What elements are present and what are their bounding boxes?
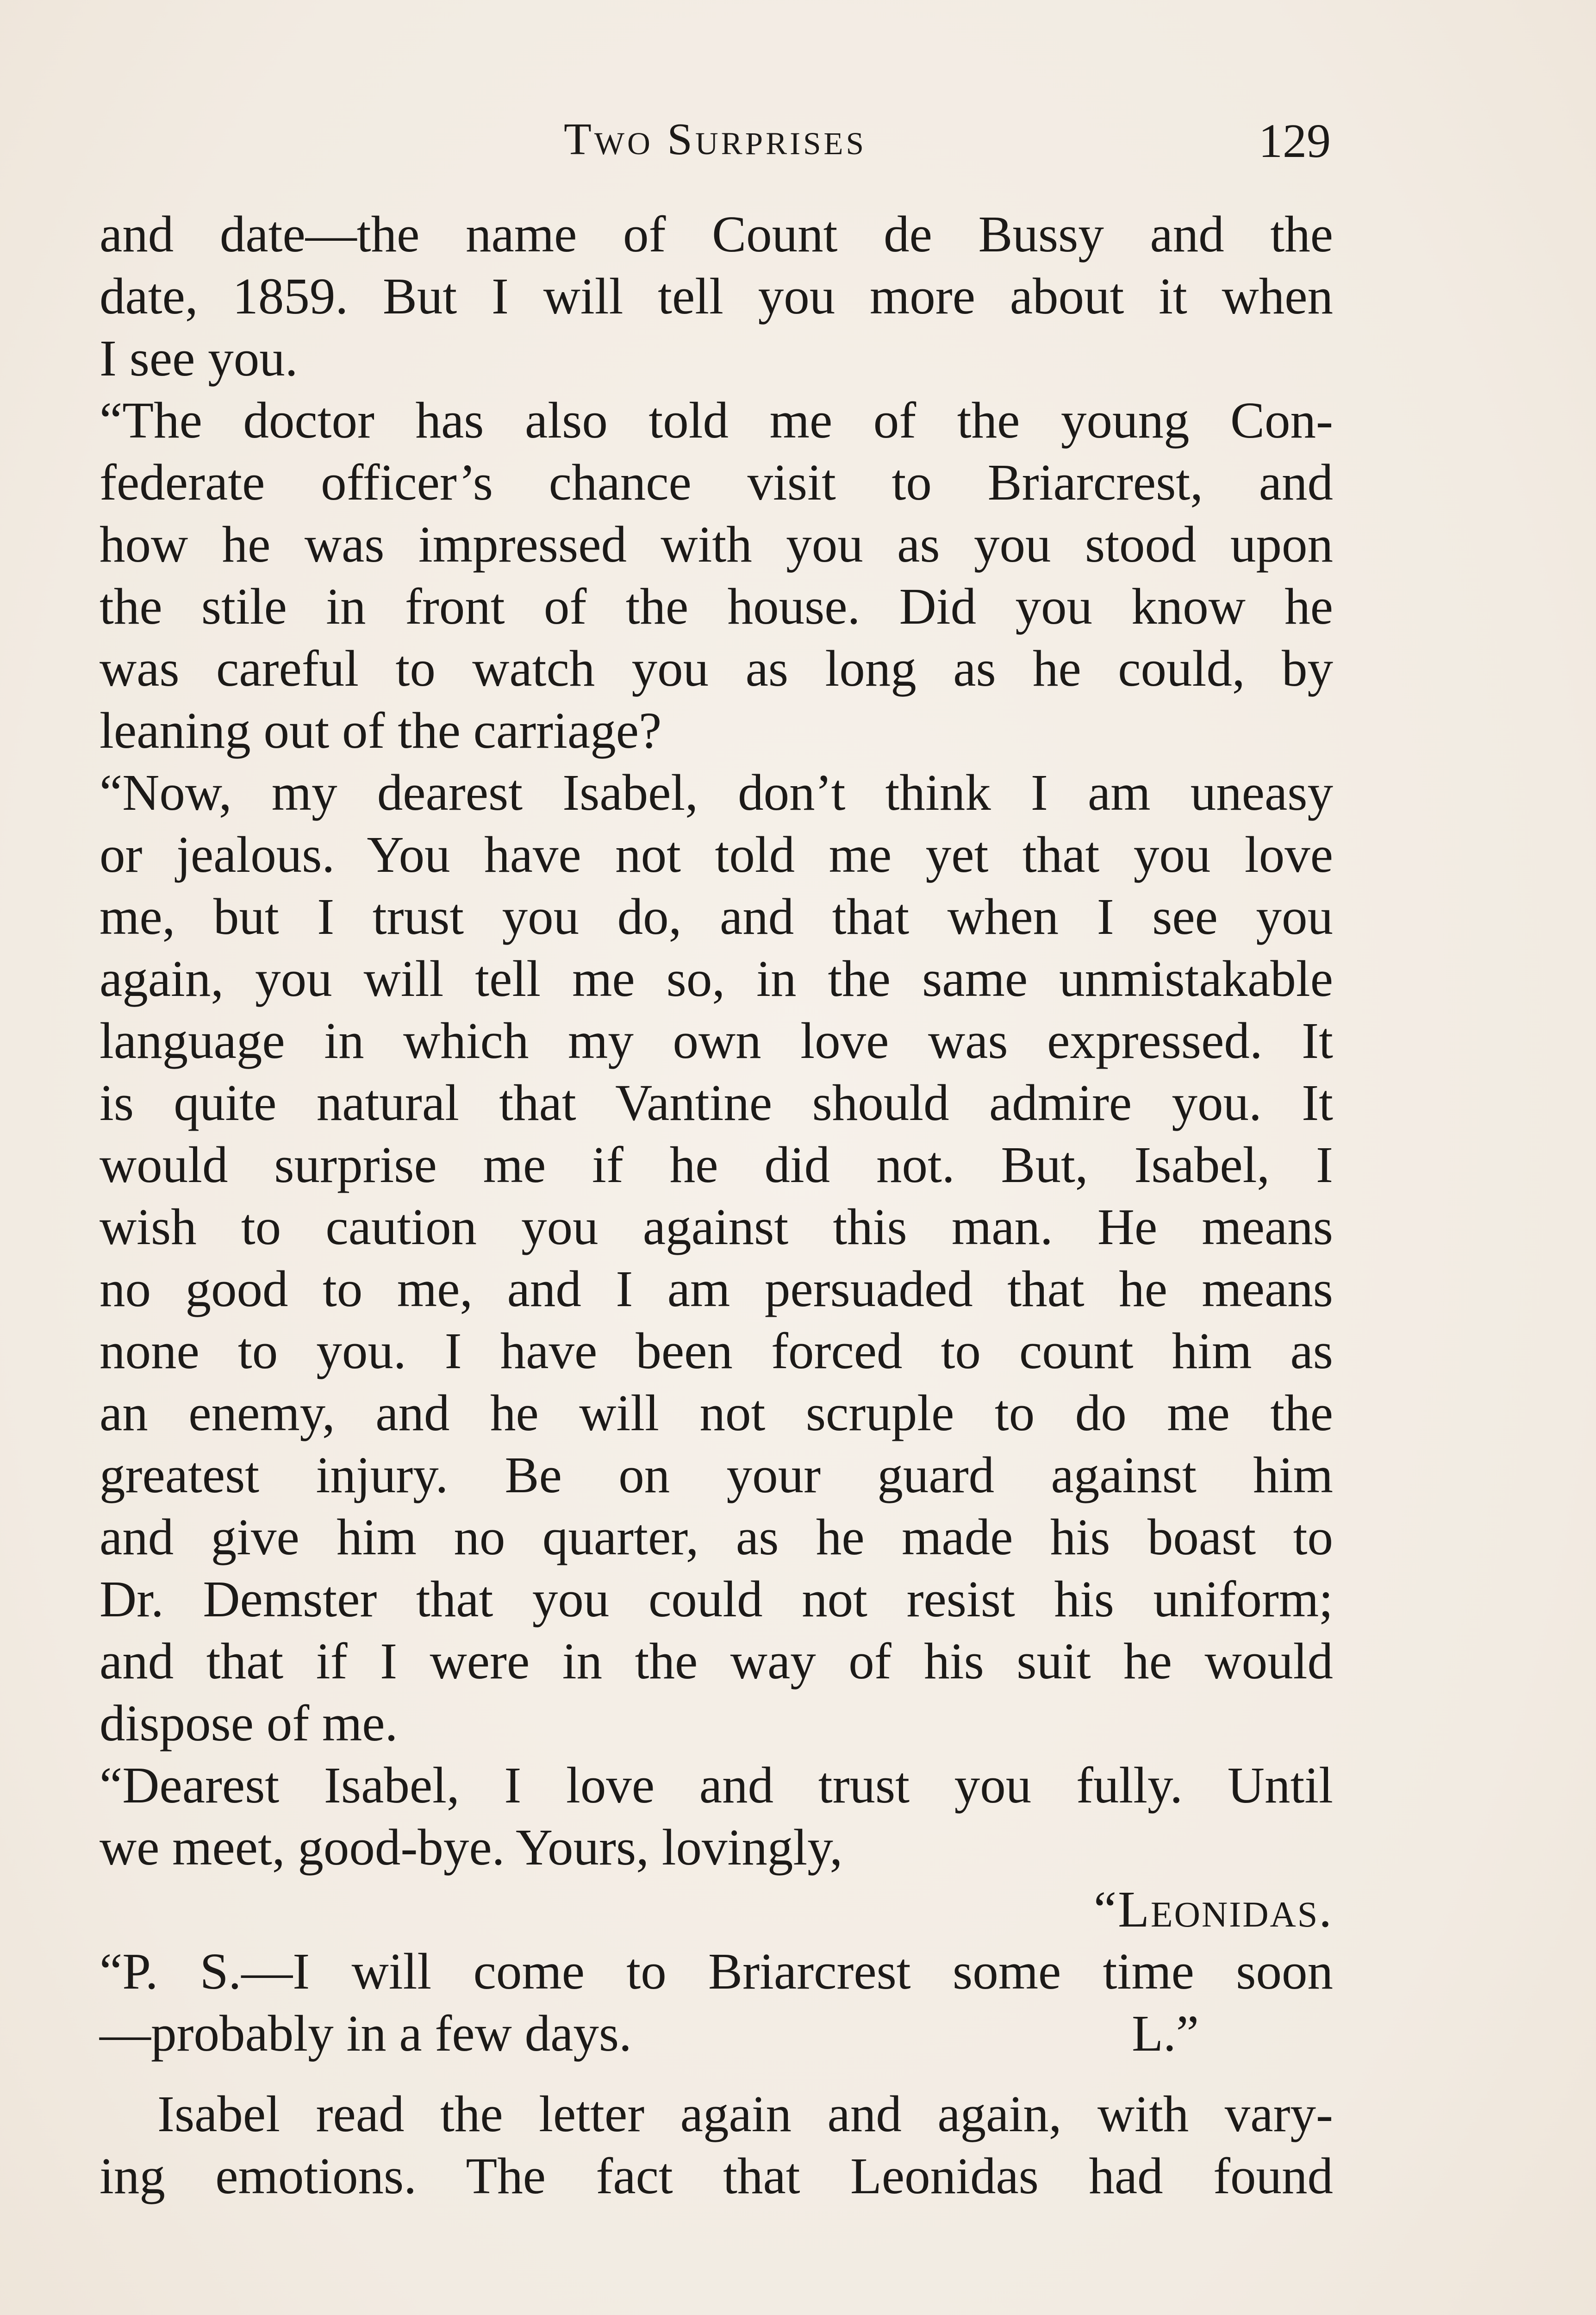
text-line: federate officer’s chance visit to Briarcrest, and — [100, 454, 1333, 511]
page-header — [100, 104, 1331, 178]
text-line: “The doctor has also told me of the young Con- — [100, 392, 1333, 449]
text-line: an enemy, and he will not scruple to do me the — [100, 1385, 1333, 1442]
text-line: wish to caution you against this man. He means — [100, 1199, 1333, 1256]
text-line: greatest injury. Be on your guard against him — [100, 1447, 1333, 1504]
text-line: how he was impressed with you as you stood upon — [100, 516, 1333, 573]
text-line: language in which my own love was expressed. It — [100, 1013, 1333, 1070]
text-line: and date—the name of Count de Bussy and the — [100, 206, 1333, 263]
text-line: was careful to watch you as long as he could, by — [100, 640, 1333, 697]
text-line: “P. S.—I will come to Briarcrest some time soon — [100, 1943, 1333, 2000]
text-line: or jealous. You have not told me yet that you love — [100, 826, 1333, 883]
text-line: and that if I were in the way of his suit he would — [100, 1633, 1333, 1690]
text-line: none to you. I have been forced to count him as — [100, 1323, 1333, 1380]
text-line: again, you will tell me so, in the same unmistakable — [100, 951, 1333, 1007]
postscript-initial: L.” — [1132, 2005, 1199, 2062]
text-line: leaning out of the carriage? — [100, 702, 662, 759]
text-line: no good to me, and I am persuaded that he means — [100, 1261, 1333, 1318]
text-line: dispose of me. — [100, 1695, 398, 1752]
letter-signature: “Leonidas. — [1093, 1881, 1333, 1938]
running-head: Two Surprises — [564, 114, 867, 164]
text-line: “Now, my dearest Isabel, don’t think I am uneasy — [100, 764, 1333, 821]
text-line: we meet, good-bye. Yours, lovingly, — [100, 1819, 843, 1876]
text-line: I see you. — [100, 330, 298, 387]
text-line: the stile in front of the house. Did you know he — [100, 578, 1333, 635]
text-line: me, but I trust you do, and that when I see you — [100, 888, 1333, 945]
section-gap — [100, 2065, 1333, 2084]
text-line: date, 1859. But I will tell you more about it when — [100, 268, 1333, 325]
body-text — [100, 204, 1333, 2208]
text-line: would surprise me if he did not. But, Isabel, I — [100, 1137, 1333, 1194]
text-line: “Dearest Isabel, I love and trust you fully. Until — [100, 1757, 1333, 1814]
text-line: is quite natural that Vantine should admire you. It — [100, 1075, 1333, 1132]
text-line — [100, 2003, 1333, 2065]
text-line: Dr. Demster that you could not resist his uniform; — [100, 1571, 1333, 1628]
postscript-text: —probably in a few days. — [100, 2005, 632, 2062]
text-line: and give him no quarter, as he made his boast to — [100, 1509, 1333, 1566]
text-line: Isabel read the letter again and again, with vary- — [157, 2086, 1333, 2143]
page-number: 129 — [1259, 114, 1331, 168]
text-line: ing emotions. The fact that Leonidas had found — [100, 2148, 1333, 2205]
